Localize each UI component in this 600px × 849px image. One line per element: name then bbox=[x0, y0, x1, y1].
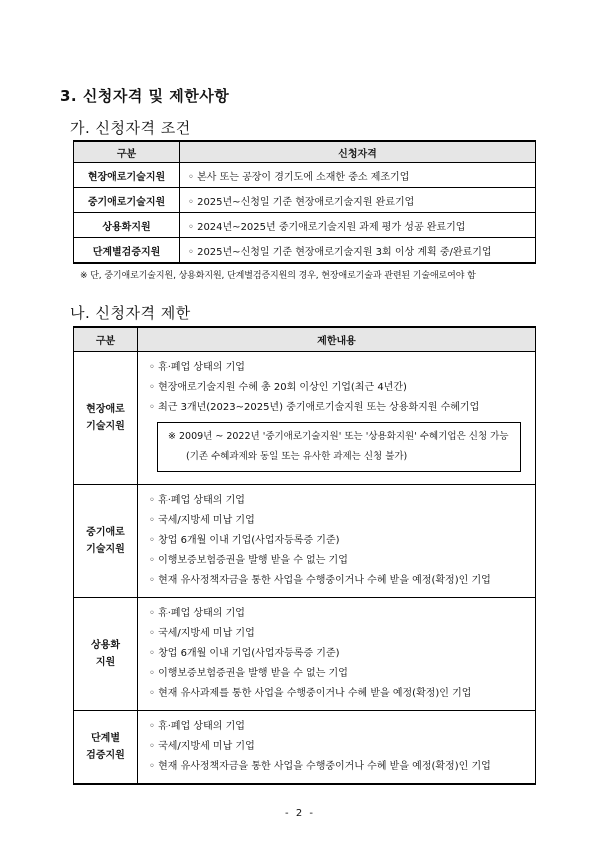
table-row bbox=[74, 213, 536, 238]
row-text: ◦ 2025년~신청일 기준 현장애로기술지원 완료기업 bbox=[180, 188, 536, 213]
subsection-restriction-title: 나. 신청자격 제한 bbox=[70, 304, 191, 322]
list-item: ◦ 국세/지방세 미납 기업 bbox=[149, 628, 255, 639]
header-category: 구분 bbox=[74, 141, 180, 163]
list-item: ◦ 휴·폐업 상태의 기업 bbox=[149, 495, 245, 506]
table-header-row bbox=[74, 141, 536, 163]
row-items bbox=[138, 352, 536, 485]
row-items bbox=[138, 485, 536, 598]
list-item: ◦ 최근 3개년(2023~2025년) 중기애로기술지원 또는 상용화지원 수혜기업 bbox=[149, 402, 480, 413]
header-restriction: 제한내용 bbox=[138, 327, 536, 352]
list-item: ◦ 국세/지방세 미납 기업 bbox=[149, 515, 255, 526]
table-header-row bbox=[74, 327, 536, 352]
section-title: 3. 신청자격 및 제한사항 bbox=[60, 87, 230, 105]
row-category: 현장애로 기술지원 bbox=[74, 352, 138, 485]
row-text: ◦ 본사 또는 공장이 경기도에 소재한 중소 제조기업 bbox=[180, 163, 536, 188]
row-category: 중기애로 기술지원 bbox=[74, 485, 138, 598]
row-category: 상용화지원 bbox=[74, 213, 180, 238]
list-item: ◦ 현재 유사정책자금을 통한 사업을 수행중이거나 수혜 받을 예정(확정)인 기업 bbox=[149, 575, 491, 586]
exception-note-line: ※ 2009년 ~ 2022년 '중기애로기술지원' 또는 '상용화지원' 수혜기업은 신청 가능 bbox=[168, 431, 509, 442]
table-row bbox=[74, 485, 536, 598]
page-number: - 2 - bbox=[285, 808, 315, 819]
eligibility-note: ※ 단, 중기애로기술지원, 상용화지원, 단계별검증지원의 경우, 현장애로기술과 관련된 기술애로여야 함 bbox=[80, 271, 476, 281]
header-eligibility: 신청자격 bbox=[180, 141, 536, 163]
restriction-table bbox=[73, 326, 536, 785]
row-category: 단계별 검증지원 bbox=[74, 711, 138, 785]
row-category: 단계별검증지원 bbox=[74, 238, 180, 264]
row-category: 중기애로기술지원 bbox=[74, 188, 180, 213]
row-category: 상용화 지원 bbox=[74, 598, 138, 711]
list-item: ◦ 현재 유사정책자금을 통한 사업을 수행중이거나 수혜 받을 예정(확정)인 기업 bbox=[149, 761, 491, 772]
table-row bbox=[74, 711, 536, 785]
table-row bbox=[74, 352, 536, 485]
row-category: 현장애로기술지원 bbox=[74, 163, 180, 188]
table-row bbox=[74, 188, 536, 213]
row-items bbox=[138, 598, 536, 711]
table-row bbox=[74, 163, 536, 188]
list-item: ◦ 이행보증보험증권을 발행 받을 수 없는 기업 bbox=[149, 555, 348, 566]
exception-note-line: (기존 수혜과제와 동일 또는 유사한 과제는 신청 불가) bbox=[186, 451, 408, 462]
table-row bbox=[74, 598, 536, 711]
exception-note-box bbox=[157, 422, 521, 472]
row-items bbox=[138, 711, 536, 785]
list-item: ◦ 이행보증보험증권을 발행 받을 수 없는 기업 bbox=[149, 668, 348, 679]
row-text: ◦ 2025년~신청일 기준 현장애로기술지원 3회 이상 계획 중/완료기업 bbox=[180, 238, 536, 264]
list-item: ◦ 현장애로기술지원 수혜 총 20회 이상인 기업(최근 4년간) bbox=[149, 382, 407, 393]
table-row bbox=[74, 238, 536, 264]
row-text: ◦ 2024년~2025년 중기애로기술지원 과제 평가 성공 완료기업 bbox=[180, 213, 536, 238]
list-item: ◦ 국세/지방세 미납 기업 bbox=[149, 741, 255, 752]
list-item: ◦ 휴·폐업 상태의 기업 bbox=[149, 608, 245, 619]
list-item: ◦ 휴·폐업 상태의 기업 bbox=[149, 362, 245, 373]
list-item: ◦ 현재 유사과제를 통한 사업을 수행중이거나 수혜 받을 예정(확정)인 기업 bbox=[149, 688, 472, 699]
header-category: 구분 bbox=[74, 327, 138, 352]
eligibility-table bbox=[73, 140, 536, 264]
subsection-eligibility-title: 가. 신청자격 조건 bbox=[70, 119, 191, 137]
list-item: ◦ 휴·폐업 상태의 기업 bbox=[149, 721, 245, 732]
list-item: ◦ 창업 6개월 이내 기업(사업자등록증 기준) bbox=[149, 648, 340, 659]
list-item: ◦ 창업 6개월 이내 기업(사업자등록증 기준) bbox=[149, 535, 340, 546]
